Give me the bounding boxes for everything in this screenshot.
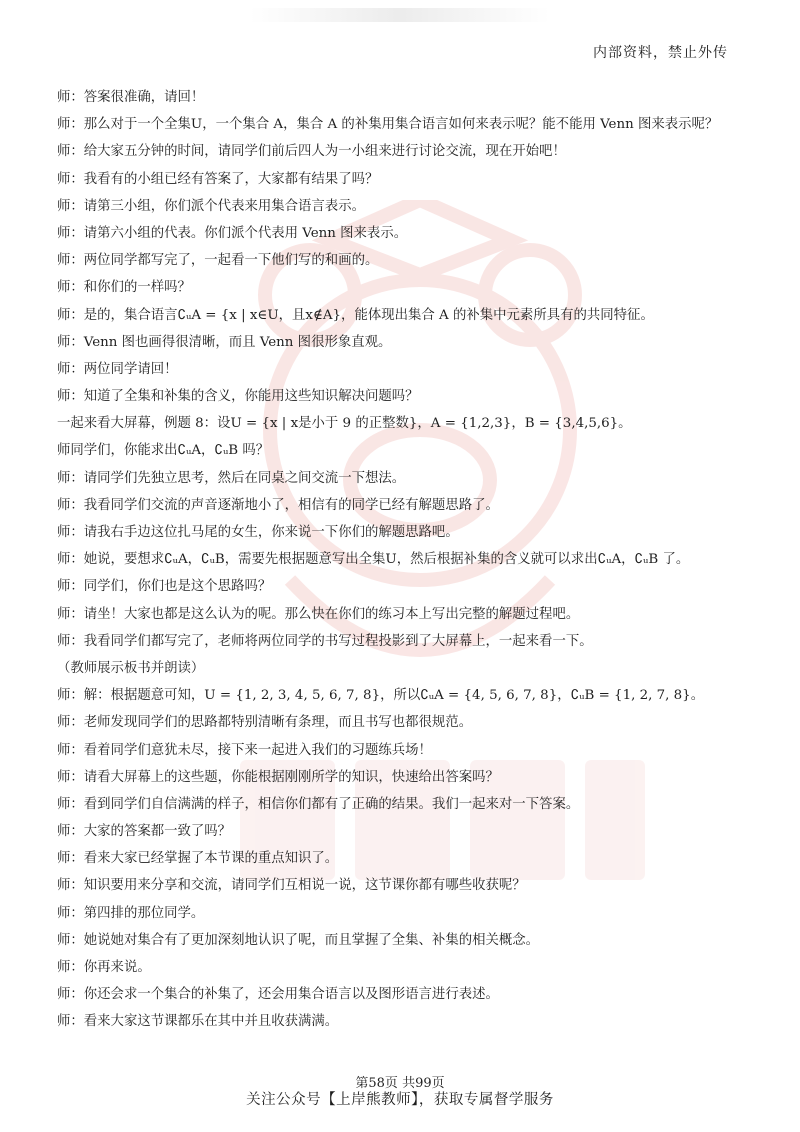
confidential-note: 内部资料，禁止外传 [593,45,728,61]
transcript-line: 师：我看同学们都写完了，老师将两位同学的书写过程投影到了大屏幕上，一起来看一下。 [57,633,593,649]
transcript-line: 师：她说，要想求∁ᵤA，∁ᵤB，需要先根据题意写出全集U，然后根据补集的含义就可以求出∁ᵤA，∁ᵤB 了。 [57,552,690,568]
transcript-line: 师：答案很准确，请回！ [57,90,205,105]
dialogue-transcript [57,84,757,1036]
transcript-line: 师：请坐！大家也都是这么认为的呢。那么快在你们的练习本上写出完整的解题过程吧。 [57,606,580,622]
transcript-line: 师：第四排的那位同学。 [57,905,205,921]
transcript-line: 师：你再来说。 [57,960,151,975]
transcript-line: 师：那么对于一个全集U，一个集合 A，集合 A 的补集用集合语言如何来表示呢？能不能用 Venn 图来表示呢？ [57,117,719,133]
transcript-line: 师：她说她对集合有了更加深刻地认识了呢，而且掌握了全集、补集的相关概念。 [57,932,540,948]
transcript-line: 师：请同学们先独立思考，然后在同桌之间交流一下想法。 [57,470,406,486]
transcript-line: 师：解：根据题意可知，U = {1, 2, 3, 4, 5, 6, 7, 8}，所以∁ᵤA = {4, 5, 6, 7, 8}，∁ᵤB = {1, 2, 7, 8}。 [57,688,705,704]
transcript-line: 师：老师发现同学们的思路都特别清晰有条理，而且书写也都很规范。 [57,715,473,731]
faint-header-bar [250,8,550,22]
transcript-line: 师：知识要用来分享和交流，请同学们互相说一说，这节课你都有哪些收获呢？ [57,878,526,894]
transcript-line: 师：你还会求一个集合的补集了，还会用集合语言以及图形语言进行表述。 [57,987,499,1003]
promo-footer: 关注公众号【上岸熊教师】，获取专属督学服务 [246,1092,554,1108]
transcript-line: 师：给大家五分钟的时间，请同学们前后四人为一小组来进行讨论交流，现在开始吧！ [57,144,566,160]
transcript-line: 师：看来大家已经掌握了本节课的重点知识了。 [57,851,339,867]
transcript-line: 师：请第三小组，你们派个代表来用集合语言表示。 [57,198,365,214]
transcript-line: 师：是的，集合语言∁ᵤA = {x | x∈U，且x∉A}，能体现出集合 A 的补集中元素所具有的共同特征。 [57,307,654,323]
transcript-line: 师：请第六小组的代表。你们派个代表用 Venn 图来表示。 [57,225,408,241]
transcript-line: （教师展示板书并朗读） [57,660,205,676]
transcript-line: 师：和你们的一样吗？ [57,280,191,296]
transcript-line: 师：知道了全集和补集的含义，你能用这些知识解决问题吗？ [57,389,419,405]
transcript-line: 师：我看有的小组已经有答案了，大家都有结果了吗？ [57,171,379,187]
transcript-line: 师：两位同学请回！ [57,361,178,377]
transcript-line: 师：请看大屏幕上的这些题，你能根据刚刚所学的知识，快速给出答案吗？ [57,769,499,785]
transcript-line: 师：请我右手边这位扎马尾的女生，你来说一下你们的解题思路吧。 [57,525,459,540]
transcript-line: 一起来看大屏幕，例题 8：设U = {x | x是小于 9 的正整数}，A = {1,2,3}，B = {3,4,5,6}。 [57,416,632,432]
page-number: 第58页 共99页 [355,1076,445,1091]
transcript-line: 师：Venn 图也画得很清晰，而且 Venn 图很形象直观。 [57,334,392,350]
transcript-line: 师：看来大家这节课都乐在其中并且收获满满。 [57,1014,339,1030]
transcript-line: 师：两位同学都写完了，一起看一下他们写的和画的。 [57,253,379,269]
transcript-line: 师：我看同学们交流的声音逐渐地小了，相信有的同学已经有解题思路了。 [57,497,499,513]
transcript-line: 师：看到同学们自信满满的样子，相信你们都有了正确的结果。我们一起来对一下答案。 [57,796,580,812]
transcript-line: 师同学们，你能求出∁ᵤA，∁ᵤB 吗？ [57,443,270,459]
transcript-line: 师：看着同学们意犹未尽，接下来一起进入我们的习题练兵场！ [57,742,432,758]
transcript-line: 师：同学们，你们也是这个思路吗？ [57,579,272,595]
transcript-line: 师：大家的答案都一致了吗？ [57,824,232,840]
